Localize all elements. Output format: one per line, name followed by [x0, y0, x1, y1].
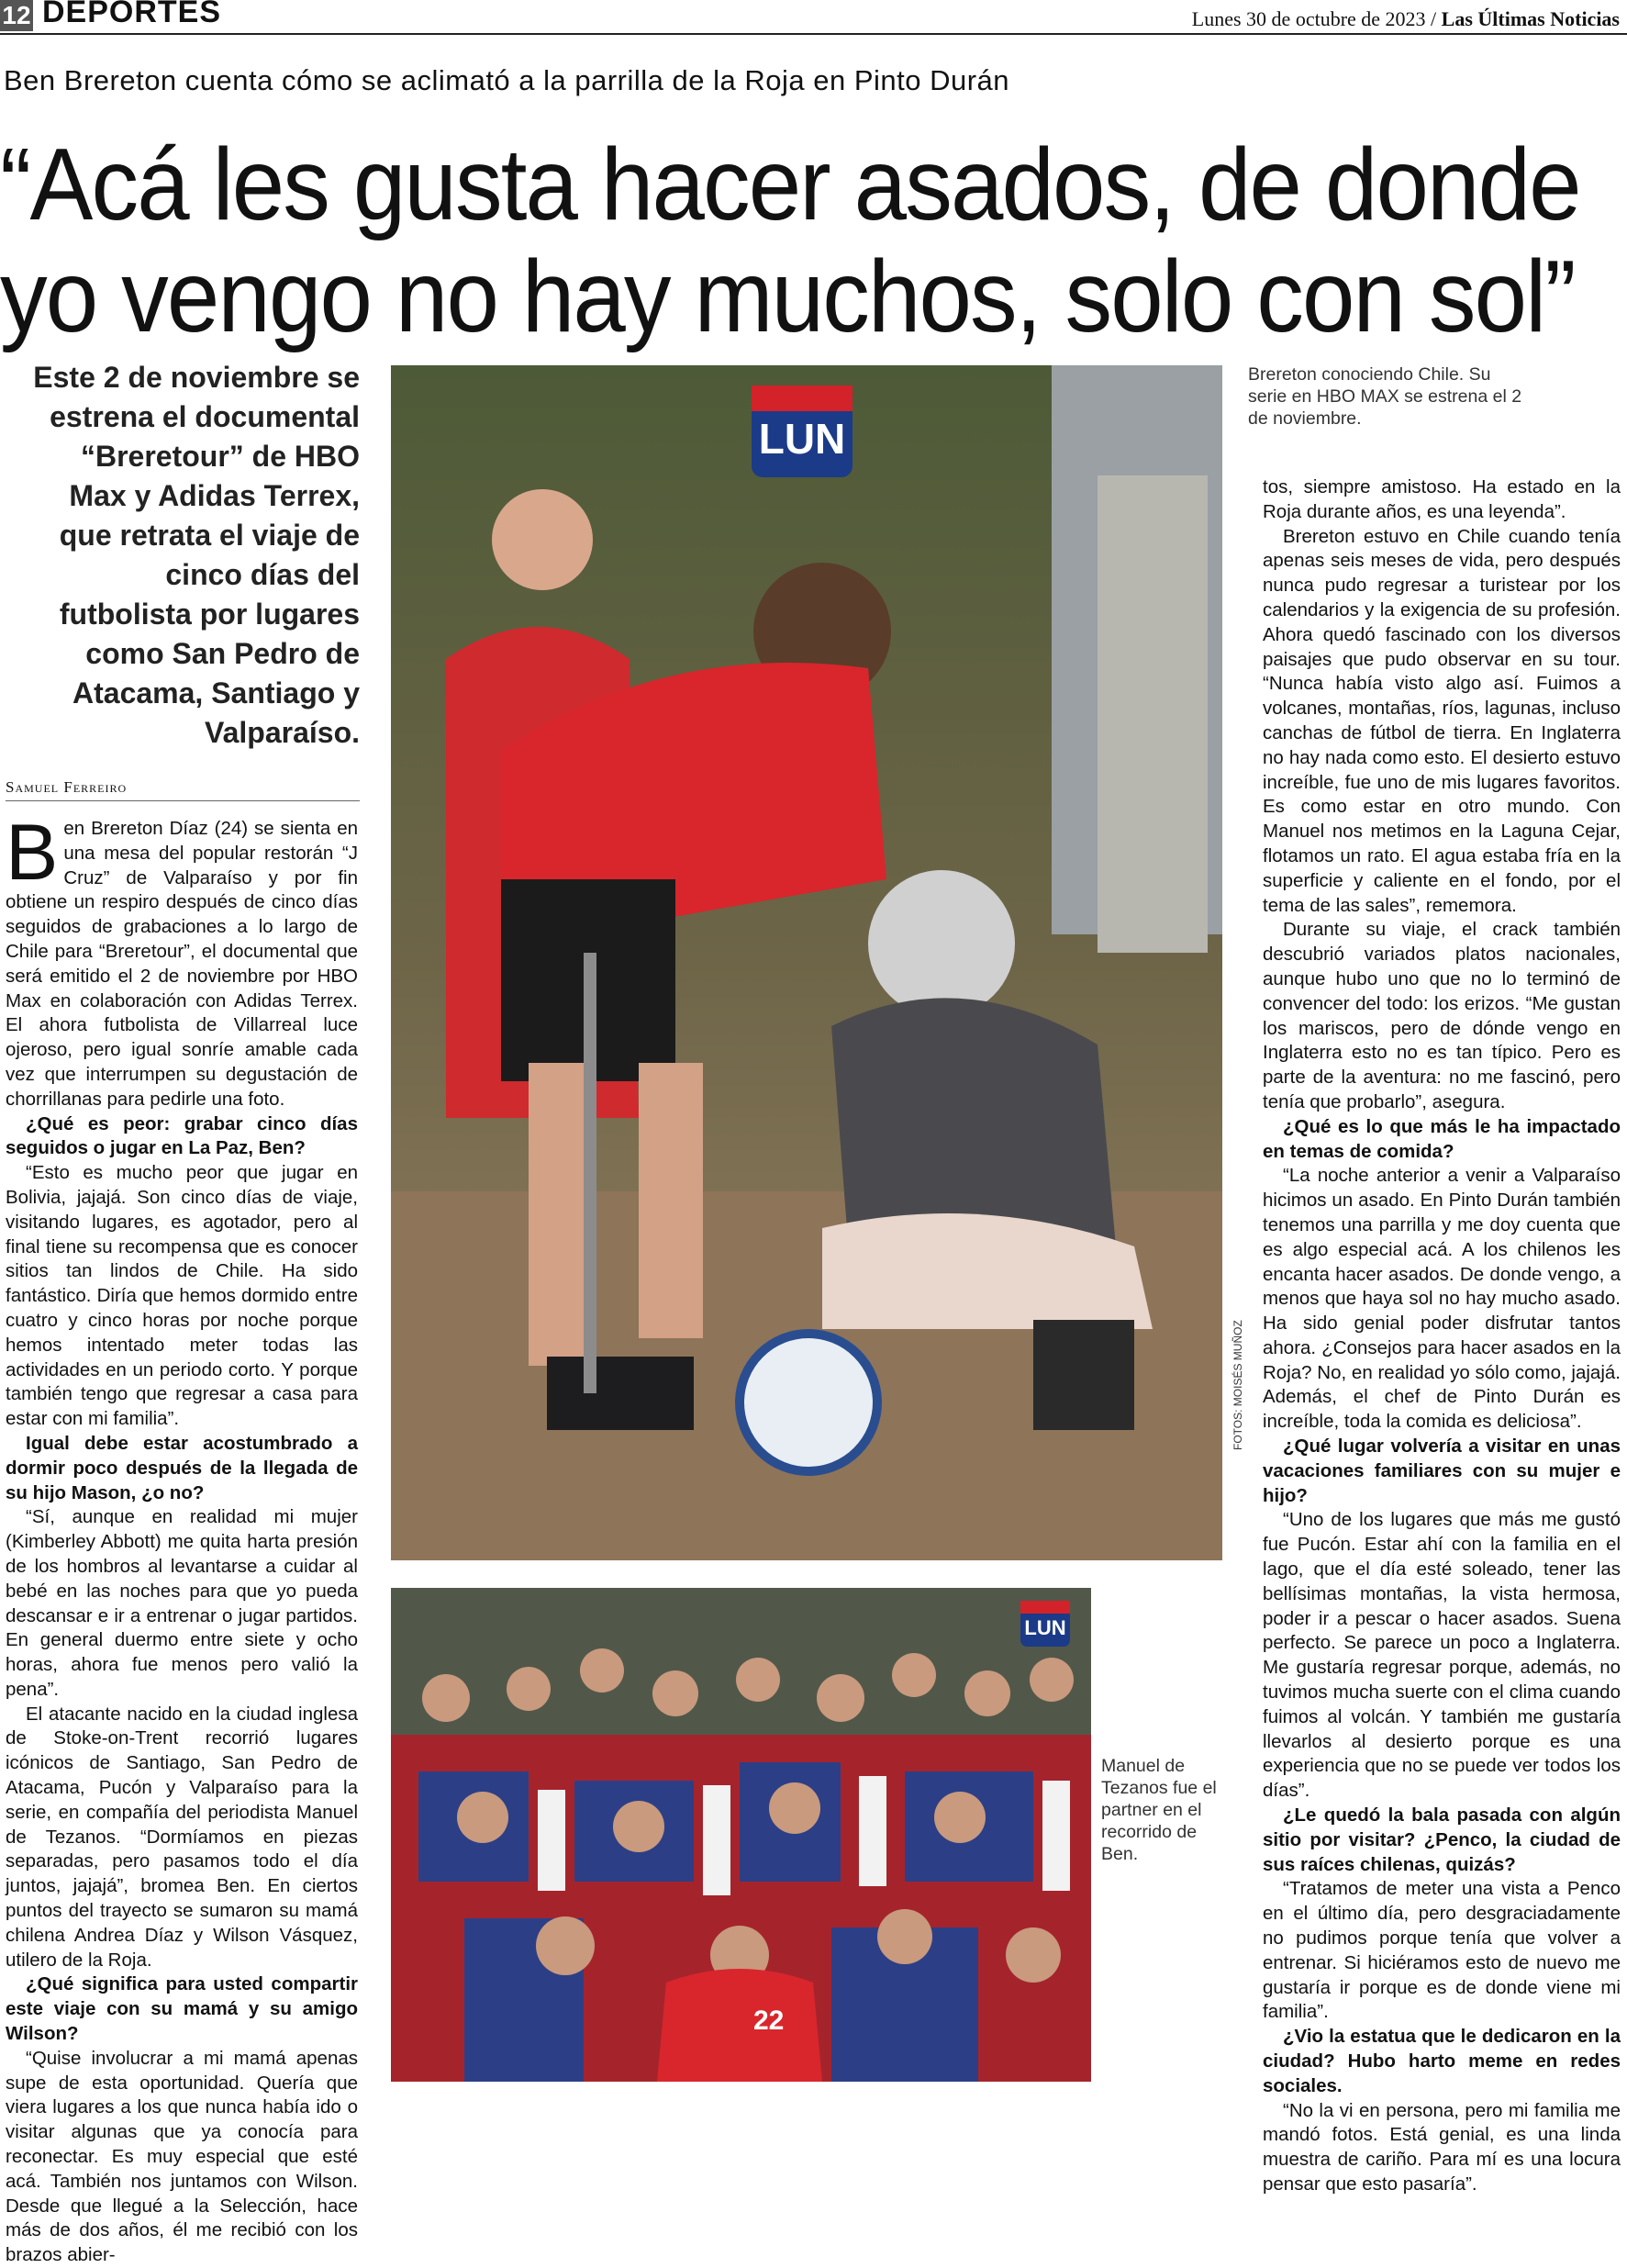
interview-question: ¿Qué significa para usted compartir este viaje con su mamá y su amigo Wilson? [6, 1973, 358, 2045]
interview-question: ¿Vio la estatua que le dedicaron en la ciudad? Hubo harto meme en redes sociales. [1263, 2026, 1621, 2096]
page-number: 12 [0, 0, 33, 31]
byline-rule [6, 800, 360, 801]
body-paragraph: tos, siempre amistoso. Ha estado en la Roja durante años, es una leyenda”. [1263, 476, 1621, 522]
publication-name: Las Últimas Noticias [1441, 7, 1620, 30]
group-photo-illustration [391, 1588, 1091, 2082]
interview-question: ¿Qué es peor: grabar cinco días seguidos o jugar en La Paz, Ben? [6, 1112, 358, 1159]
column-1-paragraphs [6, 809, 358, 2268]
lun-logo-small: LUN [1020, 1601, 1070, 1647]
body-column-3 [1263, 475, 1621, 2195]
photo-credit: FOTOS: MOISÉS MUÑOZ [1231, 1320, 1244, 1450]
drop-cap: B [6, 809, 59, 897]
interview-question: Igual debe estar acostumbrado a dormir poco después de la llegada de su hijo Mason, ¿o no? [6, 1432, 358, 1503]
body-paragraph: Durante su viaje, el crack también descubrió variados platos nacionales, aunque hubo uno que no lo terminó de convencer del todo: los erizos. “Me gustan los mariscos, pero de dónde vengo en Inglaterra esto no es tan típico. Pero es parte de la aventura: no me fascinó, pero tenía que probarlo”, asegura. [1263, 919, 1621, 1112]
interview-question: ¿Le quedó la bala pasada con algún sitio por visitar? ¿Penco, la ciudad de sus raíces chilenas, quizás? [1263, 1804, 1621, 1875]
body-paragraph: “No la vi en persona, pero mi familia me mandó fotos. Está genial, es una linda muestra de cariño. Para mí es una locura pensar que esto pasaría”. [1263, 2099, 1621, 2195]
body-paragraph: “Uno de los lugares que más me gustó fue Pucón. Estar ahí con la familia en el lago, que el día esté soleado, tener las bellísimas montañas, la vista hermosa, poder ir a pescar o hacer asados. Suena perfecto. Se parece un poco a Inglaterra. Me gustaría regresar porque, además, no tuvimos mucha suerte con el clima cuando fuimos al volcán. Y también me gustaría llevarlos al desierto porque es una experiencia que no se puede ver todos los días”. [1263, 1509, 1621, 1802]
body-paragraph: “Esto es mucho peor que jugar en Bolivia, jajajá. Son cinco días de viaje, visitando lugares, es agotador, pero al final tiene su recompensa que es conocer sitios tan lindos de Chile. Ha sido fantástico. Diría que hemos dormido entre cuatro y cinco horas por noche porque hemos intentado meter todas las actividades en un periodo corto. Y porque también tengo que regresar a casa para estar con mi familia”. [6, 1162, 358, 1430]
body-column-1 [6, 809, 358, 2266]
photo-caption-2: Manuel de Tezanos fue el partner en el recorrido de Ben. [1101, 1756, 1217, 1864]
body-paragraph: El atacante nacido en la ciudad inglesa de Stoke-on-Trent recorrió lugares icónicos de Santiago, San Pedro de Atacama, Pucón y Valparaíso para la serie, en compañía del periodista Manuel de Tezanos. “Dormíamos en piezas separadas, pero pasamos todo el día juntos, jajajá”, bromea Ben. En ciertos puntos del trayecto se sumaron su mamá chilena Andrea Díaz y Wilson Vásquez, utilero de la Roja. [6, 1703, 358, 1971]
body-paragraph: “Quise involucrar a mi mamá apenas supe de esta oportunidad. Quería que viera lugares a los que nunca había ido o visitar algunas que ya conocía para reconectar. Es muy especial que esté acá. También nos juntamos con Wilson. Desde que llegué a la Selección, hace más de dos años, él me recibió con los brazos abier- [6, 2047, 358, 2266]
body-paragraph: “La noche anterior a venir a Valparaíso hicimos un asado. En Pinto Durán también tenemos una parrilla y me doy cuenta que es algo especial acá. A los chilenos les encanta hacer asados. De donde vengo, a menos que haya sol no hay mucho asado. Ha sido genial poder disfrutar tantos ahora. ¿Consejos para hacer asados en la Roja? No, en realidad yo sólo como, jajajá. Además, el chef de Pinto Durán es increíble, toda la comida es deliciosa”. [1263, 1165, 1621, 1433]
main-photo [391, 365, 1222, 1560]
header-rule [0, 33, 1627, 35]
body-paragraph: Brereton estuvo en Chile cuando tenía apenas seis meses de vida, pero después nunca pudo regresar a turistear por los calendarios y la exigencia de su profesión. Ahora quedó fascinado con los diversos paisajes que pudo observar en su tour. “Nunca había visto algo así. Fuimos a volcanes, montañas, ríos, lagunas, incluso canchas de fútbol de tierra. En Inglaterra no hay nada como esto. El desierto estuvo increíble, fue uno de mis lugares favoritos. Es como estar en otro mundo. Con Manuel nos metimos en la Laguna Cejar, flotamos un rato. El agua estaba fría en la superficie y caliente en el fondo, por el tema de las sales”, rememora. [1263, 525, 1621, 916]
group-photo [391, 1588, 1091, 2082]
interview-question: ¿Qué lugar volvería a visitar en unas vacaciones familiares con su mujer e hijo? [1263, 1436, 1621, 1506]
section-title: DEPORTES [42, 0, 222, 29]
dateline [1192, 7, 1620, 31]
date: Lunes 30 de octubre de 2023 / [1191, 7, 1437, 30]
headline-line-1: “Acá les gusta hacer asados, de donde [0, 128, 1580, 241]
main-photo-illustration [391, 365, 1222, 1560]
deck: Este 2 de noviembre se estrena el documental “Breretour” de HBO Max y Adidas Terrex, que retrata el viaje de cinco días del futbolista por lugares como San Pedro de Atacama, Santiago y Valparaíso. [33, 361, 360, 749]
column-3-paragraphs [1263, 475, 1621, 2197]
headline [0, 128, 1580, 353]
interview-question: ¿Qué es lo que más le ha impactado en temas de comida? [1263, 1115, 1621, 1162]
shirt-number: 22 [753, 2005, 785, 2036]
lun-logo: LUN [752, 385, 853, 477]
kicker: Ben Brereton cuenta cómo se aclimató a la parrilla de la Roja en Pinto Durán [4, 64, 1010, 96]
body-paragraph: “Sí, aunque en realidad mi mujer (Kimberley Abbott) me quita harta presión de los hombros al levantarse a cuidar al bebé en las noches para que yo pueda descansar e ir a entrenar o jugar partidos. En general duermo entre siete y ocho horas, ahora fue menos pero valió la pena”. [6, 1506, 358, 1700]
body-paragraph: en Brereton Díaz (24) se sienta en una mesa del popular restorán “J Cruz” de Valparaíso y por fin obtiene un respiro después de cinco días seguidos de grabaciones a lo largo de Chile para “Breretour”, el documental que será emitido el 2 de noviembre por HBO Max en colaboración con Adidas Terrex. El ahora futbolista de Villarreal luce ojeroso, pero igual sonríe amable cada vez que interrumpen su degustación de chorrillanas para pedirle una foto. [6, 818, 358, 1110]
byline: Samuel Ferreiro [6, 778, 128, 796]
body-paragraph: “Tratamos de meter una vista a Penco en el último día, pero desgraciadamente no pudimos porque tenía que volver a entrenar. Si hiciéramos esto de nuevo me gustaría ir porque es de donde viene mi familia”. [1263, 1878, 1621, 2023]
photo-caption-1: Brereton conociendo Chile. Su serie en HBO MAX se estrena el 2 de noviembre. [1248, 364, 1522, 429]
headline-line-2: yo vengo no hay muchos, solo con sol” [0, 240, 1575, 353]
